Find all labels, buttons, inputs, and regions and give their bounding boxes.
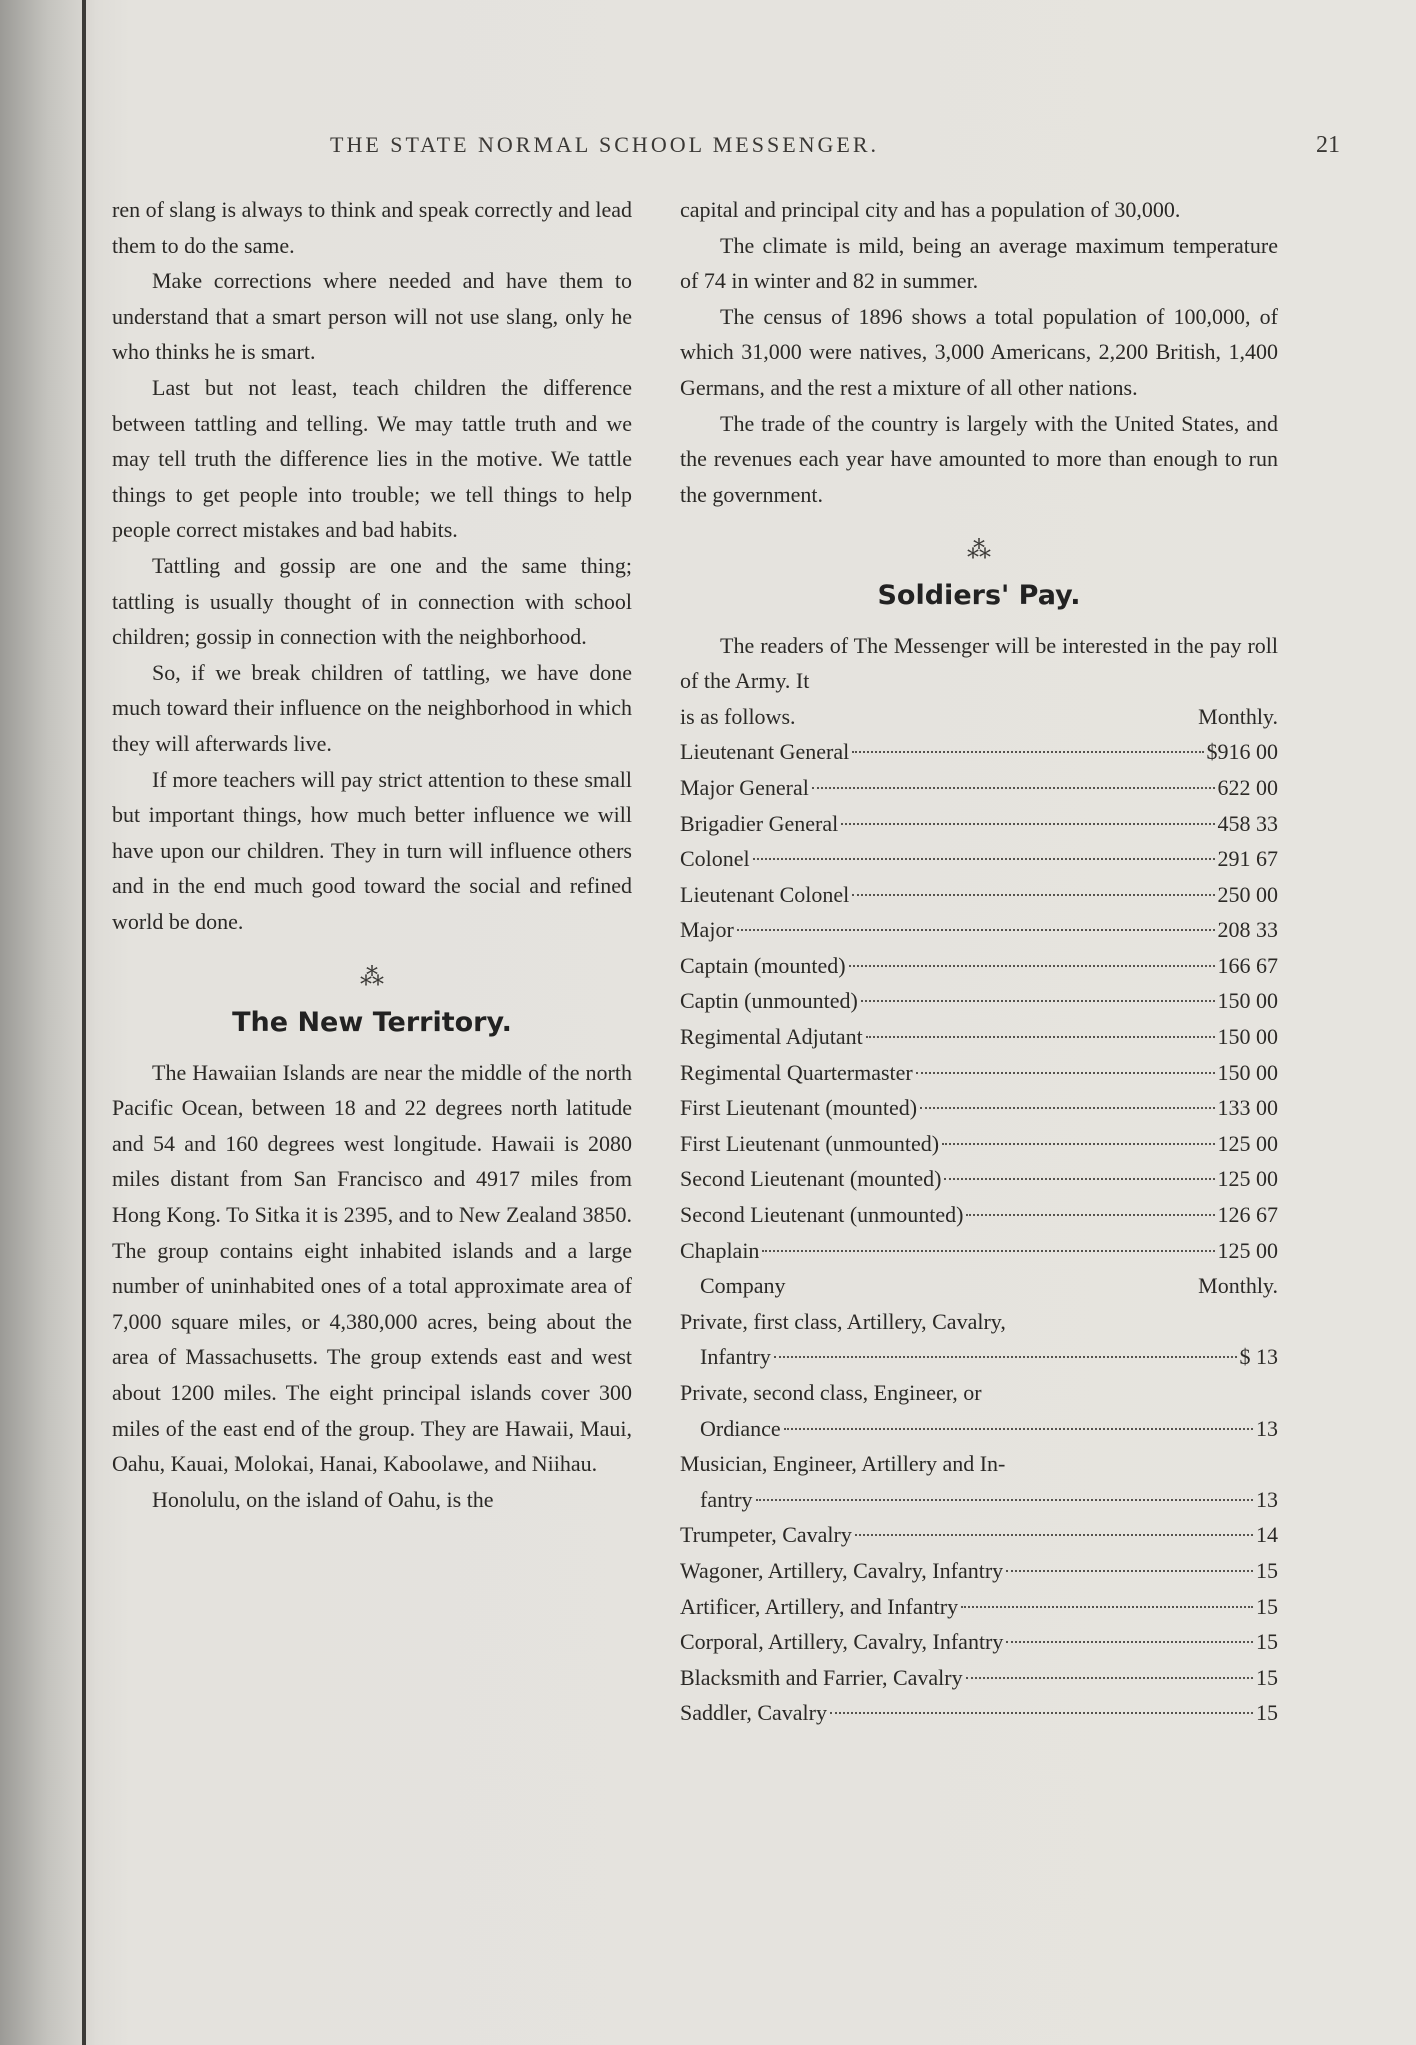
leader-dots (966, 1214, 1214, 1216)
amount: 126 67 (1217, 1202, 1278, 1228)
pay-row (680, 770, 1278, 806)
book-spine-shadow (0, 0, 95, 2045)
paragraph: Make corrections where needed and have them to understand that a smart person will not use slang, only he who thinks he is smart. (112, 268, 632, 365)
amount: 125 00 (1217, 1237, 1278, 1263)
pay-row (680, 841, 1278, 877)
amount: 208 33 (1217, 917, 1278, 943)
amount: 458 33 (1217, 810, 1278, 836)
rank: Second Lieutenant (unmounted) (680, 1202, 964, 1228)
rank: Wagoner, Artillery, Cavalry, Infantry (680, 1557, 1004, 1583)
amount: 150 00 (1217, 988, 1278, 1014)
leader-dots (942, 1143, 1214, 1145)
amount: 250 00 (1217, 881, 1278, 907)
leader-dots (784, 1428, 1253, 1430)
territory-article-continued (680, 192, 1278, 512)
amount: 15 (1256, 1700, 1278, 1726)
amount: 133 00 (1217, 1095, 1278, 1121)
pay-row-line: Private, first class, Artillery, Cavalry, (680, 1308, 1006, 1334)
leader-dots (920, 1107, 1214, 1109)
pay-row-line: Private, second class, Engineer, or (680, 1380, 982, 1405)
rank: fantry (700, 1486, 753, 1512)
rank: First Lieutenant (mounted) (680, 1095, 918, 1121)
rank: First Lieutenant (unmounted) (680, 1130, 940, 1156)
leader-dots (753, 858, 1215, 860)
leader-dots (756, 1499, 1253, 1501)
rank: Saddler, Cavalry (680, 1700, 827, 1726)
pay-intro-end: is as follows. (680, 703, 796, 729)
pay-row (680, 1233, 1278, 1269)
pay-row (680, 1589, 1278, 1625)
amount: 291 67 (1217, 846, 1278, 872)
leader-dots (841, 823, 1214, 825)
leader-dots (812, 787, 1215, 789)
paragraph: So, if we break children of tattling, we have done much toward their influence on the neighborhood in which they will afterwards live. (112, 659, 632, 756)
leader-dots (961, 1606, 1253, 1608)
pay-row (680, 1339, 1278, 1375)
leader-dots (855, 1534, 1253, 1536)
pay-row (680, 1019, 1278, 1055)
amount: 13 (1256, 1486, 1278, 1512)
pay-intro-line (680, 699, 1278, 735)
paragraph: The trade of the country is largely with the United States, and the revenues each year have amounted to more than enough to run the government. (680, 410, 1278, 507)
pay-row (680, 1624, 1278, 1660)
amount: $ 13 (1239, 1344, 1278, 1370)
paragraph: Tattling and gossip are one and the same thing; tattling is usually thought of in connection with school children; gossip in connection with the neighborhood. (112, 552, 632, 650)
pay-row (680, 1126, 1278, 1162)
left-column (112, 192, 632, 1517)
paragraph: capital and principal city and has a population of 30,000. (680, 197, 1181, 222)
rank: Regimental Quartermaster (680, 1059, 913, 1085)
leader-dots (944, 1178, 1214, 1180)
rank: Brigadier General (680, 810, 839, 836)
section-ornament-icon: ⁂ (967, 538, 991, 565)
leader-dots (830, 1712, 1253, 1714)
journal-title: THE STATE NORMAL SCHOOL MESSENGER. (330, 132, 880, 157)
pay-row (680, 734, 1278, 770)
leader-dots (852, 894, 1214, 896)
pay-row-line: Musician, Engineer, Artillery and In- (680, 1451, 1006, 1477)
leader-dots (774, 1356, 1237, 1358)
rank: Artificer, Artillery, and Infantry (680, 1593, 959, 1619)
rank: Lieutenant Colonel (680, 881, 850, 907)
rank: Blacksmith and Farrier, Cavalry (680, 1664, 963, 1690)
amount: 15 (1256, 1629, 1278, 1655)
pay-heading: Soldiers' Pay. (877, 579, 1081, 611)
amount: 15 (1256, 1593, 1278, 1619)
rank: Ordiance (700, 1415, 781, 1441)
leader-dots (737, 929, 1215, 931)
territory-article (112, 1055, 632, 1518)
company-pay-list (680, 1304, 1278, 1731)
paragraph: The Hawaiian Islands are near the middle of the north Pacific Ocean, between 18 and 22 degrees north latitude and 54 and 160 degrees west longitude. Hawaii is 2080 miles distant from San Francisco and 4917 miles from Hong Kong. To Sitka it is 2395, and to New Zealand 3850. The group contains eight inhabited islands and a large number of uninhabited ones of a total approximate area of 7,000 square miles, or 4,380,000 acres, being about the area of Massachusetts. The group extends east and west about 1200 miles. The eight principal islands cover 300 miles of the east end of the group. They are Hawaii, Maui, Oahu, Kauai, Molokai, Hanai, Kaboolawe, and Niihau. (112, 1059, 632, 1477)
amount: 150 00 (1217, 1024, 1278, 1050)
paragraph: Honolulu, on the island of Oahu, is the (152, 1486, 494, 1512)
amount: 125 00 (1217, 1130, 1278, 1156)
amount: 166 67 (1217, 952, 1278, 978)
rank: Captain (mounted) (680, 952, 846, 978)
right-column (680, 192, 1278, 1731)
rank: Lieutenant General (680, 739, 850, 765)
page-number: 21 (1316, 132, 1340, 158)
rank: Infantry (700, 1344, 771, 1370)
amount: 622 00 (1217, 774, 1278, 800)
rank: Trumpeter, Cavalry (680, 1522, 852, 1548)
amount: 15 (1256, 1664, 1278, 1690)
pay-row (680, 1197, 1278, 1233)
amount: 150 00 (1217, 1059, 1278, 1085)
paragraph: The census of 1896 shows a total population of 100,000, of which 31,000 were natives, 3,000 Americans, 2,200 British, 1,400 Germans, and the rest a mixture of all other nations. (680, 303, 1278, 400)
pay-row (680, 1517, 1278, 1553)
pay-row (680, 912, 1278, 948)
amount: 13 (1256, 1415, 1278, 1441)
rank: Captin (unmounted) (680, 988, 858, 1014)
section-ornament-icon: ⁂ (360, 965, 384, 992)
pay-row (680, 1411, 1278, 1447)
leader-dots (849, 965, 1215, 967)
company-label: Company (700, 1273, 786, 1299)
leader-dots (916, 1072, 1215, 1074)
monthly-label: Monthly. (1198, 703, 1278, 729)
company-monthly-label: Monthly. (1198, 1273, 1278, 1299)
pay-row (680, 806, 1278, 842)
paragraph: Last but not least, teach children the difference between tattling and telling. We may tattle truth and we may tell truth the difference lies in the motive. We tattle things to get people into trouble; we tell things to help people correct mistakes and bad habits. (112, 374, 632, 543)
leader-dots (1006, 1641, 1253, 1643)
amount: $916 00 (1206, 739, 1278, 765)
paragraph: If more teachers will pay strict attention to these small but important things, how much better influence we will have upon our children. They in turn will influence others and in the end much good toward the social and refined world be done. (112, 766, 632, 934)
territory-heading: The New Territory. (232, 1007, 512, 1039)
pay-row (680, 1695, 1278, 1731)
pay-row (680, 1161, 1278, 1197)
rank: Regimental Adjutant (680, 1024, 863, 1050)
rank: Corporal, Artillery, Cavalry, Infantry (680, 1629, 1004, 1655)
pay-row (680, 1660, 1278, 1696)
running-header (330, 132, 1340, 158)
leader-dots (1006, 1570, 1253, 1572)
pay-row (680, 877, 1278, 913)
paragraph: The climate is mild, being an average maximum temperature of 74 in winter and 82 in summer. (680, 232, 1278, 294)
leader-dots (861, 1000, 1215, 1002)
officer-pay-list (680, 734, 1278, 1268)
rank: Colonel (680, 846, 750, 872)
pay-row (680, 983, 1278, 1019)
leader-dots (762, 1250, 1214, 1252)
leader-dots (966, 1677, 1253, 1679)
spine-edge-line (82, 0, 86, 2045)
pay-row (680, 948, 1278, 984)
paragraph: ren of slang is always to think and speak correctly and lead them to do the same. (112, 197, 632, 258)
pay-row (680, 1055, 1278, 1091)
leader-dots (866, 1036, 1215, 1038)
pay-row (680, 1553, 1278, 1589)
rank: Chaplain (680, 1237, 760, 1263)
amount: 14 (1256, 1522, 1278, 1548)
rank: Second Lieutenant (mounted) (680, 1166, 942, 1192)
company-header (680, 1268, 1278, 1304)
pay-intro: The readers of The Messenger will be interested in the pay roll of the Army. It (680, 632, 1278, 694)
amount: 125 00 (1217, 1166, 1278, 1192)
pay-row (680, 1482, 1278, 1518)
rank: Major (680, 917, 734, 943)
leader-dots (852, 751, 1203, 753)
pay-row (680, 1090, 1278, 1126)
slang-article-continued (112, 192, 632, 939)
rank: Major General (680, 774, 809, 800)
amount: 15 (1256, 1557, 1278, 1583)
